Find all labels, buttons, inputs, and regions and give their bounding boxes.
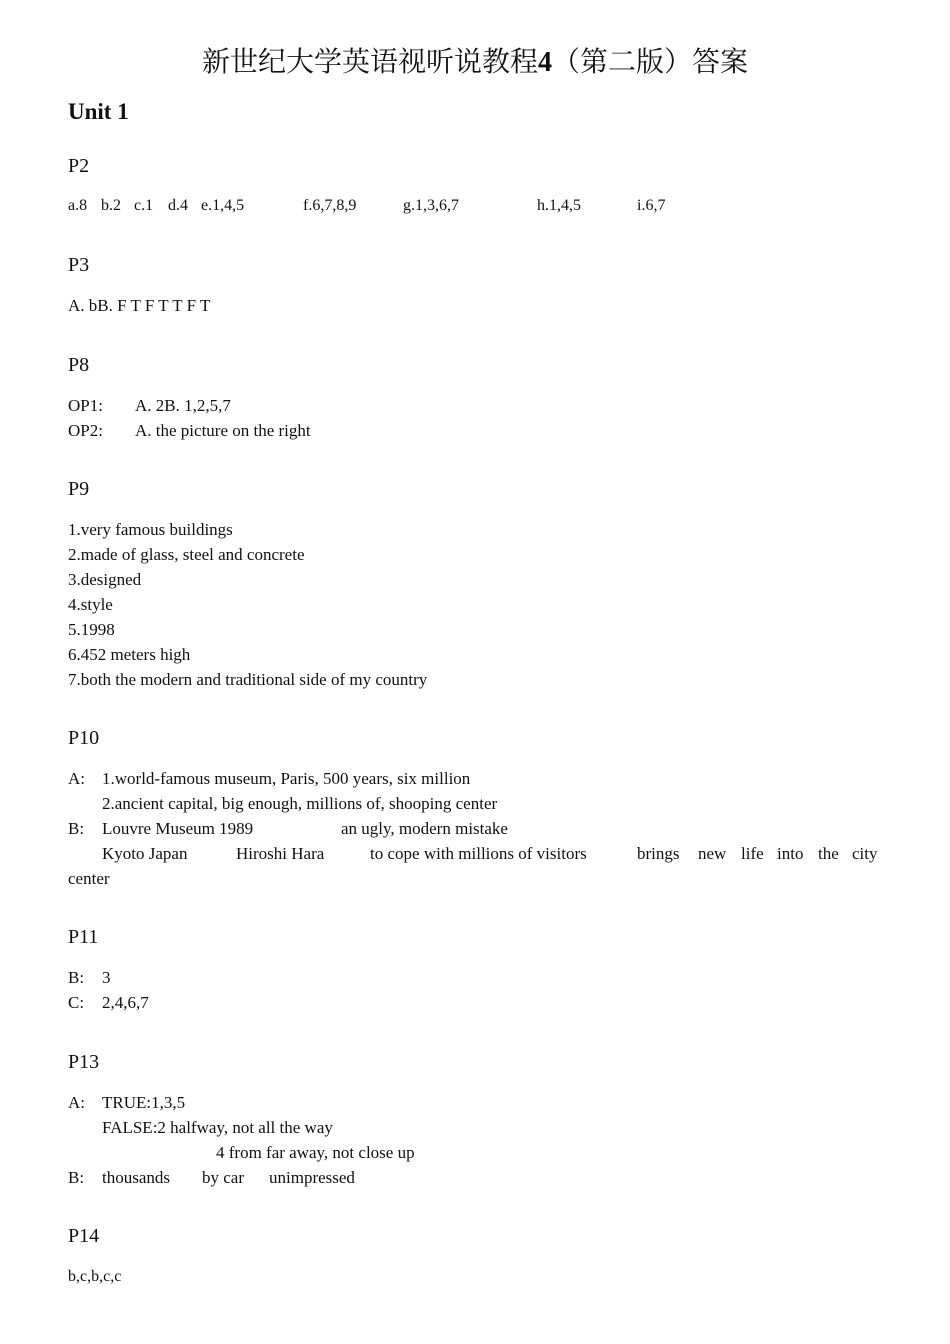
section-heading-p13: P13: [68, 1051, 100, 1073]
p2-item: f.6,7,8,9: [303, 197, 357, 214]
p2-item: d.4: [168, 197, 188, 214]
p11-label: B:: [68, 968, 85, 987]
p2-item: a.8: [68, 197, 88, 214]
p10-b-cell: Kyoto Japan: [102, 844, 188, 863]
p3-answers: A. bB. F T F T T F T: [68, 296, 211, 315]
p9-item: 5.1998: [68, 620, 115, 639]
unit-heading: Unit 1: [68, 99, 129, 124]
p13-label-a: A:: [68, 1093, 85, 1112]
p8-answer: A. 2B. 1,2,5,7: [135, 396, 231, 415]
p10-b-word: new: [698, 844, 727, 863]
p13-true-line: TRUE:1,3,5: [102, 1093, 186, 1112]
p10-b-cell: to cope with millions of visitors: [370, 844, 587, 863]
p13-b-item: thousands: [102, 1168, 170, 1187]
p10-label-b: B:: [68, 819, 85, 838]
p10-b-cell: an ugly, modern mistake: [341, 819, 508, 838]
p10-b-word: city: [852, 844, 878, 863]
p8-label: OP1:: [68, 396, 103, 415]
p10-a-line: 2.ancient capital, big enough, millions of, shooping center: [102, 794, 498, 813]
p2-item: h.1,4,5: [537, 197, 581, 214]
p13-label-b: B:: [68, 1168, 85, 1187]
p10-label-a: A:: [68, 769, 85, 788]
section-heading-p9: P9: [68, 478, 90, 500]
p9-item: 2.made of glass, steel and concrete: [68, 545, 305, 564]
title-number: 4: [538, 47, 552, 78]
p9-item: 6.452 meters high: [68, 645, 191, 664]
p13-b-item: by car: [202, 1168, 245, 1187]
p13-false-line: FALSE:2 halfway, not all the way: [102, 1118, 333, 1137]
p10-a-line: 1.world-famous museum, Paris, 500 years, six million: [102, 769, 471, 788]
p10-b-word: the: [818, 844, 839, 863]
p14-answers: b,c,b,c,c: [68, 1268, 122, 1285]
p10-b-cell: Hiroshi Hara: [236, 844, 325, 863]
p2-item: c.1: [134, 197, 154, 214]
p9-item: 7.both the modern and traditional side of my country: [68, 670, 428, 689]
title-suffix: （第二版）答案: [552, 47, 749, 78]
p11-label: C:: [68, 993, 85, 1012]
p13-false-line: 4 from far away, not close up: [216, 1143, 415, 1162]
p8-label: OP2:: [68, 421, 103, 440]
p10-b-word: into: [777, 844, 804, 863]
section-heading-p11: P11: [68, 926, 99, 948]
title-text: 新世纪大学英语视听说教程: [201, 47, 538, 78]
section-heading-p3: P3: [68, 254, 90, 276]
section-heading-p8: P8: [68, 354, 90, 376]
p13-b-item: unimpressed: [269, 1168, 355, 1187]
section-heading-p10: P10: [68, 727, 100, 749]
p10-b-cell: Louvre Museum 1989: [102, 819, 254, 838]
p10-b-word: life: [741, 844, 764, 863]
p9-item: 3.designed: [68, 570, 142, 589]
p2-item: b.2: [101, 197, 121, 214]
section-heading-p14: P14: [68, 1225, 100, 1247]
p10-b-continuation: center: [68, 869, 110, 888]
p2-item: g.1,3,6,7: [403, 197, 459, 214]
p9-item: 1.very famous buildings: [68, 520, 233, 539]
document-title: [0, 40, 950, 80]
p2-item: e.1,4,5: [201, 197, 245, 214]
p11-answer: 3: [102, 968, 111, 987]
section-heading-p2: P2: [68, 155, 90, 177]
p10-b-word: brings: [637, 844, 680, 863]
p8-answer: A. the picture on the right: [135, 421, 311, 440]
p11-answer: 2,4,6,7: [102, 993, 149, 1012]
p9-item: 4.style: [68, 595, 113, 614]
p2-item: i.6,7: [637, 197, 666, 214]
